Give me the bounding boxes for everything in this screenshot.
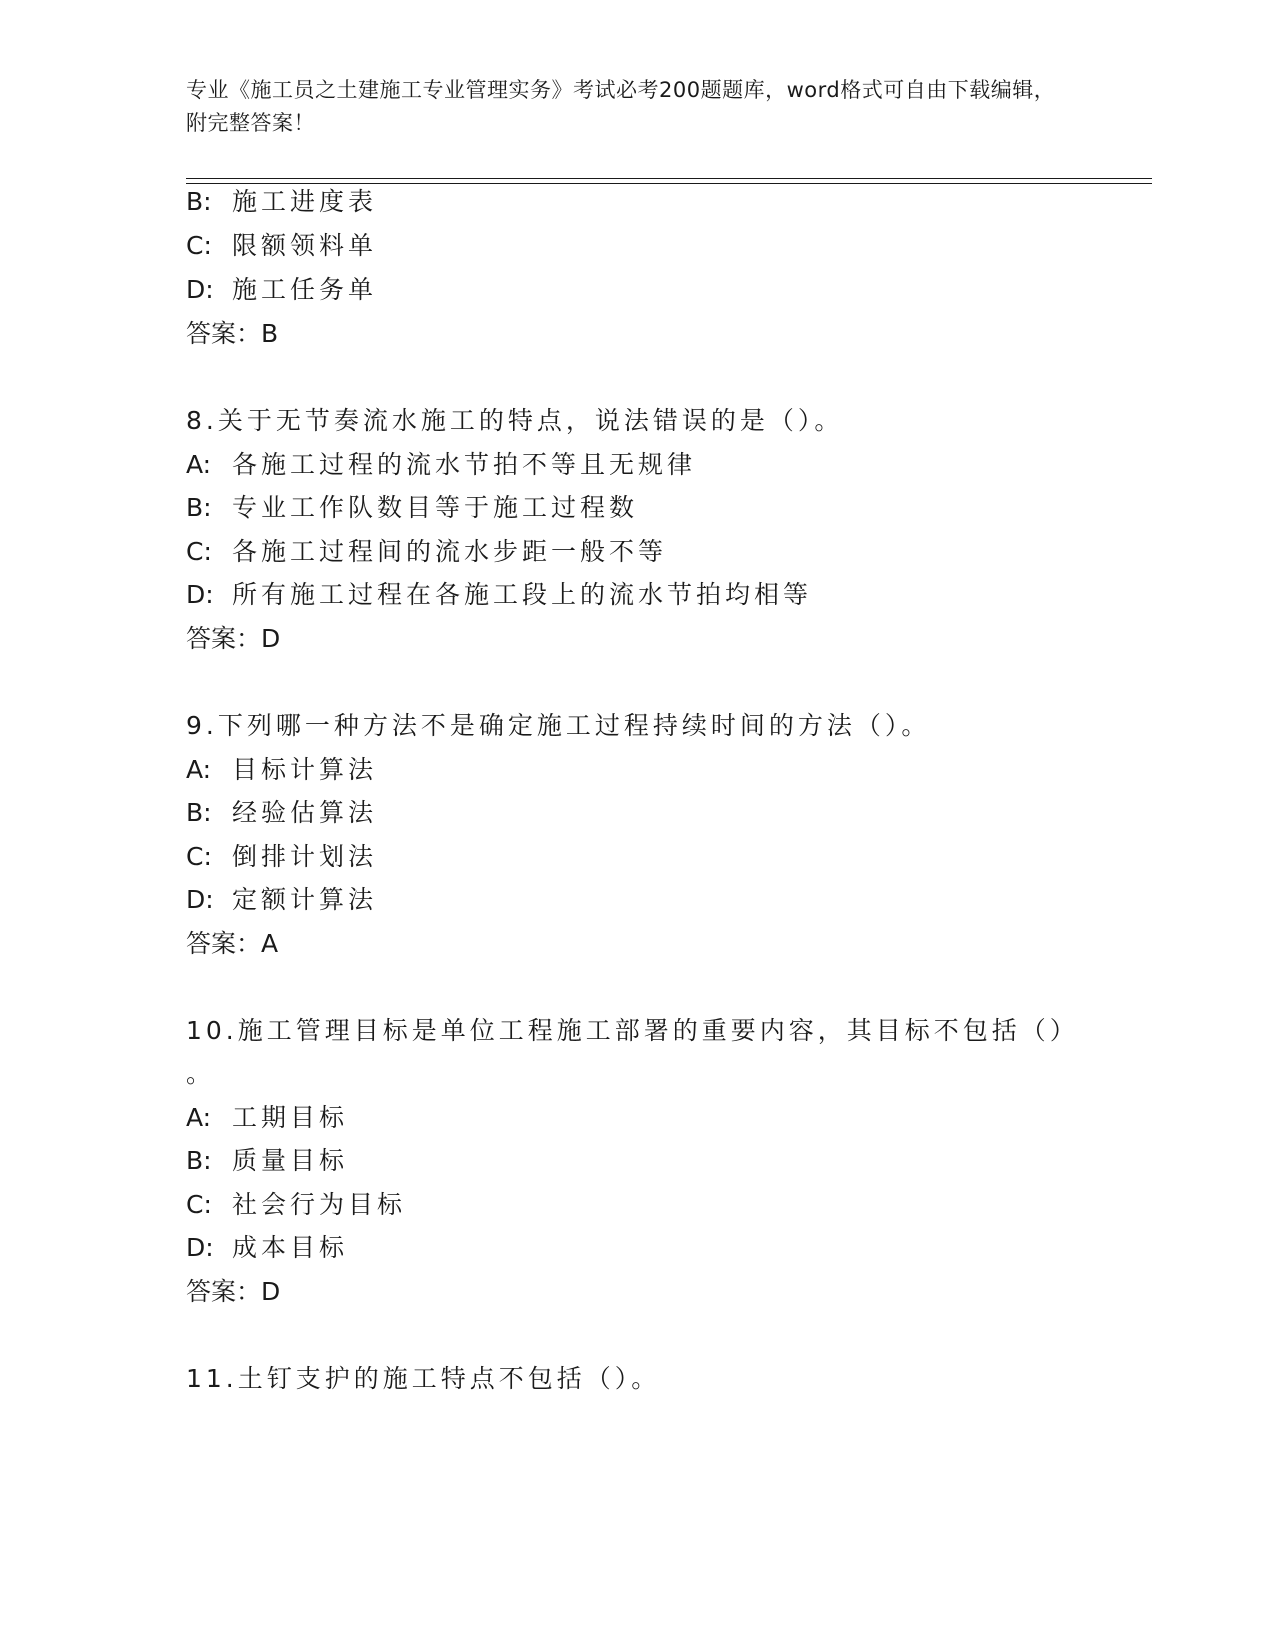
option-text: 倒排计划法 — [232, 842, 378, 871]
option-text: 所有施工过程在各施工段上的流水节拍均相等 — [232, 580, 813, 609]
option-text: 限额领料单 — [232, 231, 378, 260]
option-a — [186, 1102, 348, 1134]
option-key: A: — [186, 450, 212, 479]
option-d — [186, 1232, 348, 1264]
question-stem: 8.关于无节奏流水施工的特点，说法错误的是（）。 — [186, 406, 844, 435]
question-stem: 10.施工管理目标是单位工程施工部署的重要内容，其目标不包括（） — [186, 1016, 1079, 1045]
option-text: 社会行为目标 — [232, 1190, 407, 1219]
option-text: 目标计算法 — [232, 755, 378, 784]
option-text: 各施工过程间的流水步距一般不等 — [232, 537, 668, 566]
option-d — [186, 579, 812, 611]
option-key: D: — [186, 275, 214, 304]
option-key: B: — [186, 1146, 212, 1175]
option-b — [186, 186, 377, 218]
option-b — [186, 1145, 348, 1177]
answer-value: D — [261, 1277, 281, 1306]
option-text: 定额计算法 — [232, 885, 378, 914]
option-text: 施工进度表 — [232, 187, 378, 216]
header-divider-bottom — [186, 183, 1152, 184]
option-text: 专业工作队数目等于施工过程数 — [232, 493, 639, 522]
option-key: B: — [186, 493, 212, 522]
option-key: B: — [186, 798, 212, 827]
option-key: D: — [186, 885, 214, 914]
question-stem-continuation: 。 — [186, 1059, 216, 1088]
answer-line — [186, 1276, 280, 1308]
answer-value: D — [261, 624, 281, 653]
answer-label: 答案： — [186, 1277, 262, 1306]
question-stem: 9.下列哪一种方法不是确定施工过程持续时间的方法（）。 — [186, 711, 931, 740]
option-a — [186, 754, 377, 786]
option-text: 成本目标 — [232, 1233, 349, 1262]
option-text: 经验估算法 — [232, 798, 378, 827]
answer-value: B — [261, 319, 279, 348]
option-key: C: — [186, 842, 212, 871]
option-c — [186, 841, 377, 873]
answer-line — [186, 928, 278, 960]
option-key: D: — [186, 1233, 214, 1262]
option-key: C: — [186, 537, 212, 566]
option-c — [186, 536, 667, 568]
option-text: 施工任务单 — [232, 275, 378, 304]
answer-label: 答案： — [186, 319, 262, 348]
answer-line — [186, 623, 280, 655]
document-header: 专业《施工员之土建施工专业管理实务》考试必考200题题库，word格式可自由下载编辑，附完整答案！ — [186, 78, 1056, 135]
option-text: 质量目标 — [232, 1146, 349, 1175]
answer-value: A — [261, 929, 279, 958]
option-text: 工期目标 — [232, 1103, 349, 1132]
option-d — [186, 884, 377, 916]
header-divider-top — [186, 178, 1152, 179]
option-b — [186, 492, 638, 524]
option-key: A: — [186, 1103, 212, 1132]
option-a — [186, 449, 696, 481]
option-key: A: — [186, 755, 212, 784]
option-key: D: — [186, 580, 214, 609]
option-key: C: — [186, 1190, 212, 1219]
answer-label: 答案： — [186, 929, 262, 958]
option-text: 各施工过程的流水节拍不等且无规律 — [232, 450, 697, 479]
option-key: B: — [186, 187, 212, 216]
option-key: C: — [186, 231, 212, 260]
question-stem: 11.土钉支护的施工特点不包括（）。 — [186, 1364, 661, 1393]
option-d — [186, 274, 377, 306]
answer-label: 答案： — [186, 624, 262, 653]
option-c — [186, 230, 377, 262]
option-b — [186, 797, 377, 829]
option-c — [186, 1189, 406, 1221]
answer-line — [186, 318, 278, 350]
